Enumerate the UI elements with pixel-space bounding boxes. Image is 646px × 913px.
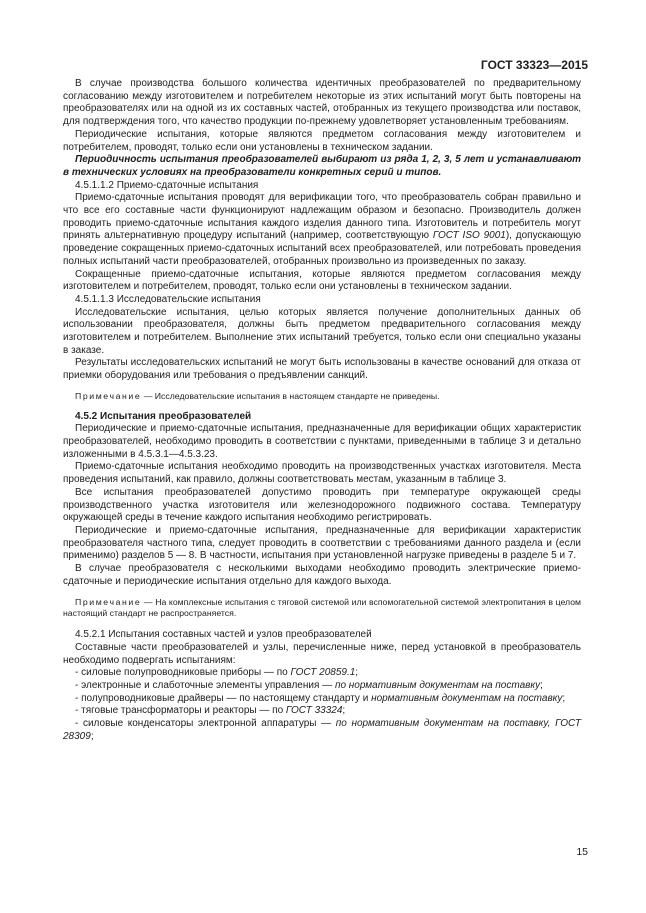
section-heading: 4.5.1.1.2 Приемо-сдаточные испытания [75, 179, 259, 191]
paragraph: Приемо-сдаточные испытания проводят для верификации того, что преобразователь собран правильно и что все его составные части функционируют надлежащим образом и безопасно. Производитель должен проводить приемо-сдаточные испытания каждого изделия данного типа. Изготовитель и потребитель могут принять альтернативную процедуру испытаний (например, соответствующую ГОСТ ISO 9001), допускающую проведение сокращенных приемо-сдаточных испытаний всех преобразователей, или потребовать проведения полных испытаний части преобразователей, отобранных произвольно из произведенных по заказу. [63, 192, 581, 267]
paragraph: Периодические и приемо-сдаточные испытания, предназначенные для верификации характеристик преобразователя частного типа, следует проводить в соответствии с требованиями данного раздела и (если применимо) разделов 5 — 8. В частности, испытания при установленной нагрузке приведены в разделе 5 и 7. [63, 525, 581, 562]
section-heading-bold: 4.5.2 Испытания преобразователей [75, 410, 252, 422]
paragraph: Результаты исследовательских испытаний не могут быть использованы в качестве оснований для отказа от приемки оборудования или требования о предъявлении санкций. [63, 357, 581, 382]
note-label: Примечание [75, 596, 142, 607]
document-number: ГОСТ 33323—2015 [480, 58, 588, 72]
paragraph: В случае производства большого количества идентичных преобразователей по предварительному согласованию между изготовителем и потребителем некоторые из этих испытаний могут быть повторены на преобразователях или на одной из их составных частей, отобранных из текущего производства или поставок, для подтверждения того, что качество продукции по-прежнему удовлетворяет установленным требованиям. [63, 78, 581, 128]
paragraph: Все испытания преобразователей допустимо проводить при температуре окружающей среды производственного участка изготовителя или железнодорожного подвижного состава. Температуру окружающей среды в течение каждого испытания необходимо регистрировать. [63, 486, 581, 524]
paragraph: Периодические и приемо-сдаточные испытания, предназначенные для верификации общих характеристик преобразователей, необходимо проводить в соответствии с пунктами, приведенными в таблице 3 и детально изложенными в 4.5.3.1—4.5.3.23. [63, 423, 581, 460]
note-label: Примечание [75, 390, 142, 401]
note: Примечание — Исследовательские испытания в настоящем стандарте не приведены. [75, 390, 440, 401]
list-item: - силовые полупроводниковые приборы — по ГОСТ 20859.1; [63, 667, 581, 680]
page-number: 15 [576, 846, 588, 858]
note: Примечание — На комплексные испытания с тяговой системой или вспомогательной системой электропитания в целом настоящий стандарт не распространяется. [63, 596, 581, 619]
emphasis-paragraph: Периодичность испытания преобразователей выбирают из ряда 1, 2, 3, 5 лет и устанавливают в технических условиях на преобразователи конкретных серий и типов. [63, 154, 581, 178]
list-item: - полупроводниковые драйверы — по настоящему стандарту и нормативным документам на поставку; [63, 693, 581, 706]
paragraph: Сокращенные приемо-сдаточные испытания, которые являются предметом согласования между изготовителем и потребителем, проводят, только если они установлены в техническом задании. [63, 268, 581, 293]
paragraph: Исследовательские испытания, целью которых является получение дополнительных данных об использовании преобразователя, должны быть предметом предварительного согласования между изготовителем и потребителем. Выполнение этих испытаний требуется, только если они специально указаны в заказе. [63, 306, 581, 356]
paragraph: Составные части преобразователей и узлы, перечисленные ниже, перед установкой в преобразователь необходимо подвергать испытаниям: [63, 641, 581, 666]
section-heading: 4.5.1.1.3 Исследовательские испытания [75, 293, 261, 305]
list-item: - силовые конденсаторы электронной аппаратуры — по нормативным документам на поставку, ГОСТ 28309; [63, 718, 581, 743]
paragraph: Периодические испытания, которые являются предметом согласования между изготовителем и потребителем, проводят, только если они установлены в техническом задании. [63, 128, 581, 153]
paragraph: В случае преобразователя с несколькими выходами необходимо проводить электрические приемо-сдаточные и периодические испытания отдельно для каждого выхода. [63, 563, 581, 587]
paragraph: Приемо-сдаточные испытания необходимо проводить на производственных участках изготовителя. Места проведения испытаний, как правило, должны соответствовать местам, указанным в таблице 3. [63, 461, 581, 486]
section-heading: 4.5.2.1 Испытания составных частей и узлов преобразователей [75, 629, 372, 641]
page-body [63, 78, 581, 743]
list-item: - электронные и слаботочные элементы управления — по нормативным документам на поставку; [63, 680, 581, 693]
standard-reference: ГОСТ ISO 9001 [432, 230, 506, 242]
list-item: - тяговые трансформаторы и реакторы — по ГОСТ 33324; [63, 705, 581, 718]
